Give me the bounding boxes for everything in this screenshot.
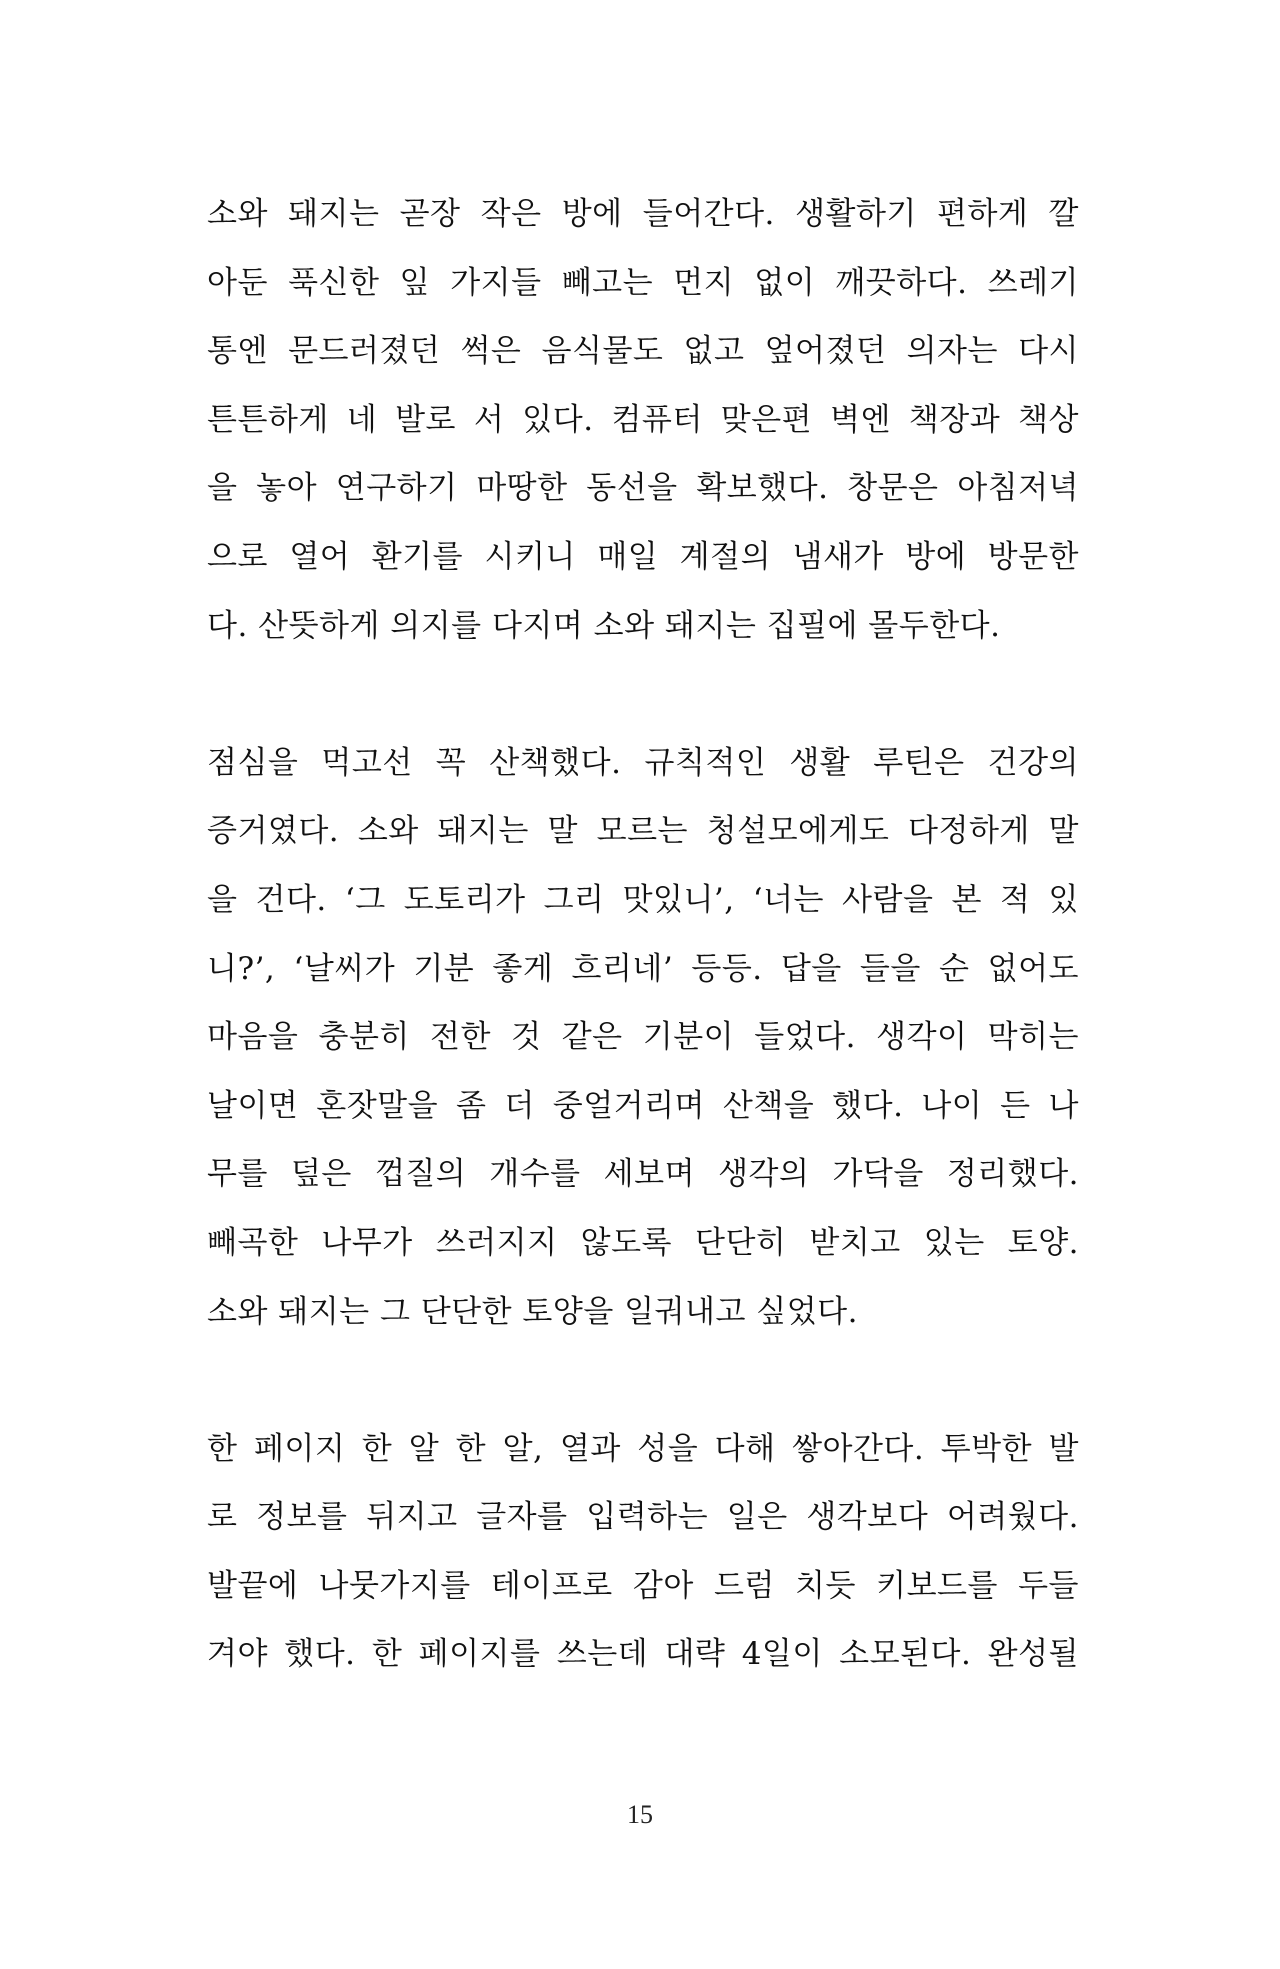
text-line: 무를 덮은 껍질의 개수를 세보며 생각의 가닥을 정리했다. [207, 1156, 1079, 1193]
paragraph-1 [207, 180, 1079, 660]
text-line: 증거였다. 소와 돼지는 말 모르는 청설모에게도 다정하게 말 [207, 813, 1079, 850]
paragraph-2 [207, 729, 1079, 1346]
text-line: 소와 돼지는 그 단단한 토양을 일궈내고 싶었다. [207, 1293, 858, 1330]
text-line: 점심을 먹고선 꼭 산책했다. 규칙적인 생활 루틴은 건강의 [207, 744, 1079, 781]
text-line: 튼튼하게 네 발로 서 있다. 컴퓨터 맞은편 벽엔 책장과 책상 [207, 401, 1079, 438]
text-line: 아둔 푹신한 잎 가지들 빼고는 먼지 없이 깨끗하다. 쓰레기 [207, 264, 1079, 301]
text-line: 발끝에 나뭇가지를 테이프로 감아 드럼 치듯 키보드를 두들 [207, 1567, 1079, 1604]
text-line: 한 페이지 한 알 한 알, 열과 성을 다해 쌓아간다. 투박한 발 [207, 1430, 1079, 1467]
text-line: 니?’, ‘날씨가 기분 좋게 흐리네’ 등등. 답을 들을 순 없어도 [207, 950, 1079, 987]
paragraph-3 [207, 1415, 1079, 1689]
page-number: 15 [627, 1800, 653, 1829]
text-line: 소와 돼지는 곧장 작은 방에 들어간다. 생활하기 편하게 깔 [207, 196, 1079, 232]
text-line: 빼곡한 나무가 쓰러지지 않도록 단단히 받치고 있는 토양. [207, 1224, 1079, 1261]
text-line: 겨야 했다. 한 페이지를 쓰는데 대략 4일이 소모된다. 완성될 [207, 1636, 1079, 1673]
text-line: 으로 열어 환기를 시키니 매일 계절의 냄새가 방에 방문한 [207, 538, 1079, 575]
body-text [207, 180, 1079, 1758]
text-line: 로 정보를 뒤지고 글자를 입력하는 일은 생각보다 어려웠다. [207, 1499, 1079, 1536]
text-line: 마음을 충분히 전한 것 같은 기분이 들었다. 생각이 막히는 [207, 1019, 1079, 1056]
text-line: 다. 산뜻하게 의지를 다지며 소와 돼지는 집필에 몰두한다. [207, 607, 1001, 644]
text-line: 통엔 문드러졌던 썩은 음식물도 없고 엎어졌던 의자는 다시 [207, 333, 1079, 370]
text-line: 을 놓아 연구하기 마땅한 동선을 확보했다. 창문은 아침저녁 [207, 470, 1079, 507]
text-line: 날이면 혼잣말을 좀 더 중얼거리며 산책을 했다. 나이 든 나 [207, 1087, 1079, 1124]
text-line: 을 건다. ‘그 도토리가 그리 맛있니’, ‘너는 사람을 본 적 있 [207, 881, 1079, 918]
